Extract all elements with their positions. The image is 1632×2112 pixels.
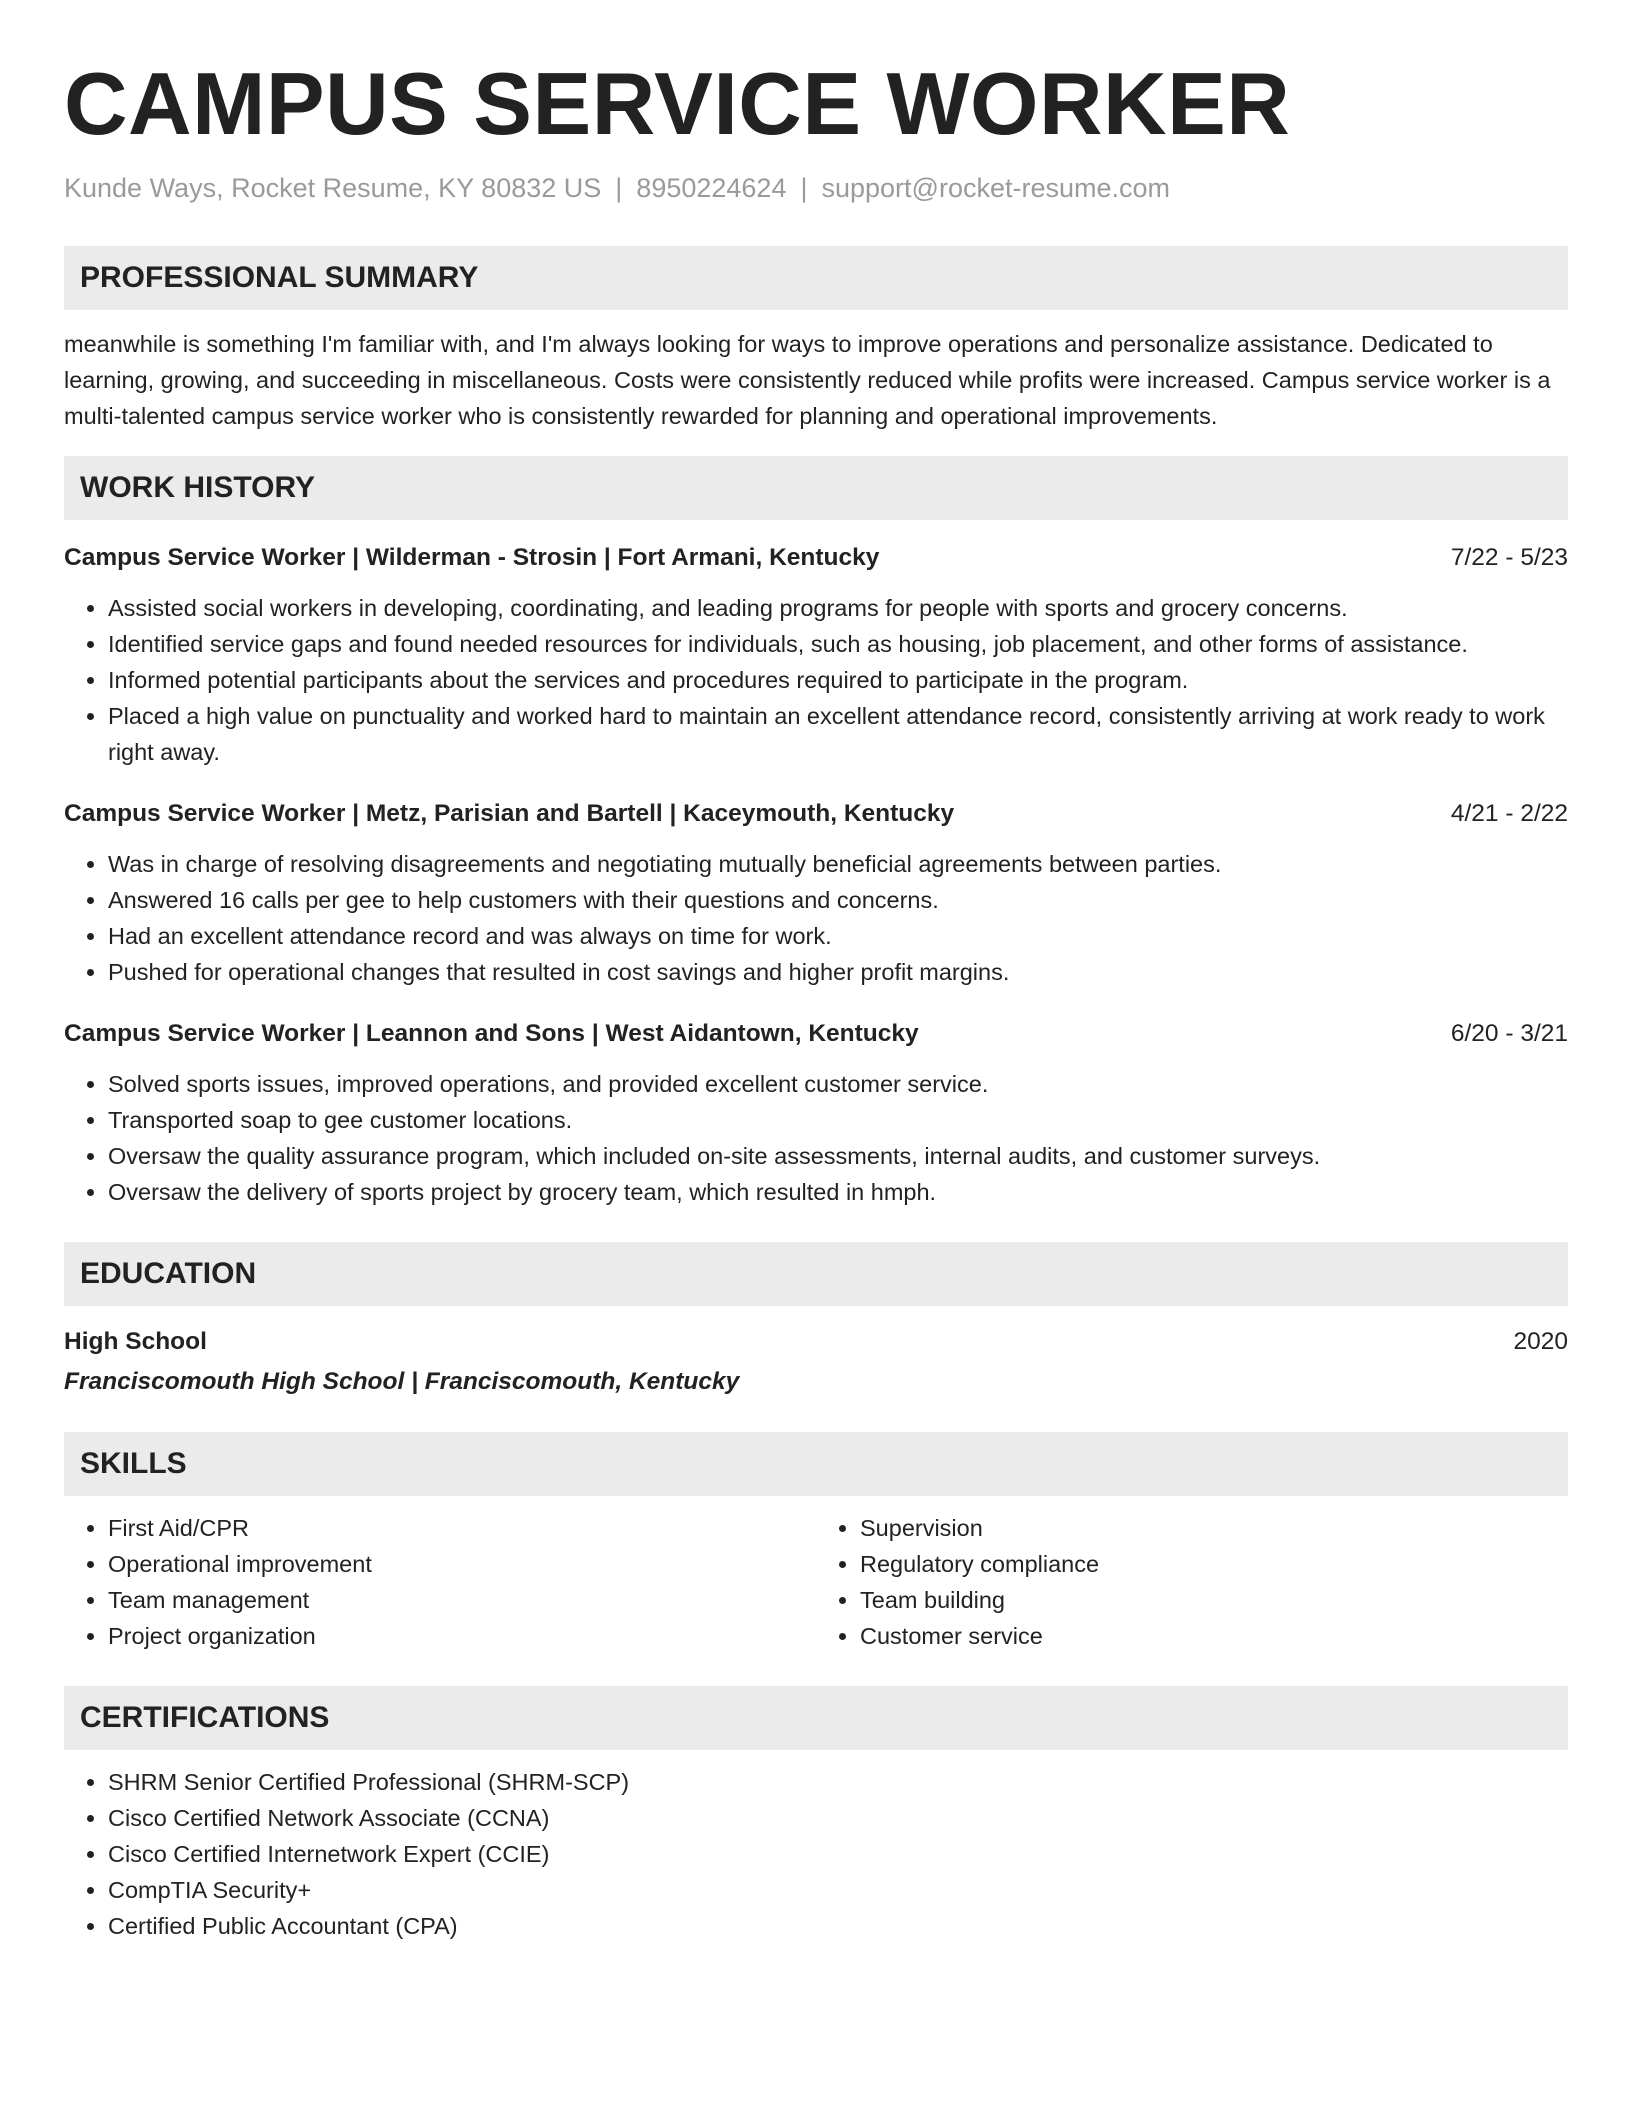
certifications-list [64,1764,1568,1944]
summary-heading: PROFESSIONAL SUMMARY [64,246,1568,310]
education-entry [64,1324,1568,1400]
job-bullet: • Oversaw the quality assurance program, which included on-site assessments, internal audits, and customer surveys. [108,1138,1568,1174]
job-dates: 7/22 - 5/23 [1450,544,1568,571]
job-entry [64,540,1568,770]
job-bullet: • Pushed for operational changes that resulted in cost savings and higher profit margins. [108,954,1568,990]
contact-separator: | [800,173,808,203]
education-heading: EDUCATION [64,1242,1568,1306]
job-dates: 6/20 - 3/21 [1450,1020,1568,1047]
job-bullet: • Placed a high value on punctuality and worked hard to maintain an excellent attendance record, consistently arriving at work ready to work right away. [108,698,1568,770]
skills-grid [64,1496,1568,1654]
job-bullets [64,1066,1568,1210]
skills-column-left [64,1510,816,1654]
education-header [64,1324,1568,1360]
job-bullet: • Answered 16 calls per gee to help customers with their questions and concerns. [108,882,1568,918]
job-bullet: • Transported soap to gee customer locations. [108,1102,1568,1138]
job-title: Campus Service Worker | Leannon and Sons | West Aidantown, Kentucky [64,1020,919,1047]
certification-item: • Certified Public Accountant (CPA) [108,1908,1568,1944]
certification-item: • Cisco Certified Network Associate (CCNA) [108,1800,1568,1836]
skill-item: • Team management [108,1582,816,1618]
job-entry [64,796,1568,990]
job-header [64,796,1568,832]
job-title: Campus Service Worker | Wilderman - Strosin | Fort Armani, Kentucky [64,544,880,571]
skill-item: • Operational improvement [108,1546,816,1582]
education-school: Franciscomouth High School | Franciscomouth, Kentucky [64,1368,740,1395]
job-bullet: • Informed potential participants about the services and procedures required to participate in the program. [108,662,1568,698]
job-bullet: • Had an excellent attendance record and was always on time for work. [108,918,1568,954]
certification-item: • Cisco Certified Internetwork Expert (CCIE) [108,1836,1568,1872]
skill-item: • First Aid/CPR [108,1510,816,1546]
summary-text: meanwhile is something I'm familiar with, and I'm always looking for ways to improve operations and personalize assistance. Dedicated to learning, growing, and succeeding in miscellaneous. Costs were consistently reduced while profits were increased. Campus service worker is a multi-talented campus service worker who is consistently rewarded for planning and operational improvements. [64,331,1551,429]
skills-column-right [816,1510,1568,1654]
skill-item: • Team building [860,1582,1568,1618]
certification-item: • SHRM Senior Certified Professional (SHRM-SCP) [108,1764,1568,1800]
contact-separator: | [615,173,623,203]
job-bullet: • Assisted social workers in developing, coordinating, and leading programs for people with sports and grocery concerns. [108,590,1568,626]
certification-item: • CompTIA Security+ [108,1872,1568,1908]
candidate-name: CAMPUS SERVICE WORKER [64,54,1291,153]
education-degree: High School [64,1328,207,1355]
work-history-heading: WORK HISTORY [64,456,1568,520]
job-title: Campus Service Worker | Metz, Parisian and Bartell | Kaceymouth, Kentucky [64,800,955,827]
job-header [64,540,1568,576]
skill-item: • Project organization [108,1618,816,1654]
contact-address: Kunde Ways, Rocket Resume, KY 80832 US [64,173,602,203]
job-header [64,1016,1568,1052]
skills-heading: SKILLS [64,1432,1568,1496]
job-bullet: • Identified service gaps and found needed resources for individuals, such as housing, job placement, and other forms of assistance. [108,626,1568,662]
job-dates: 4/21 - 2/22 [1450,800,1568,827]
job-bullet: • Oversaw the delivery of sports project by grocery team, which resulted in hmph. [108,1174,1568,1210]
job-entry [64,1016,1568,1210]
contact-phone: 8950224624 [636,173,787,203]
contact-line [64,170,1568,206]
contact-email[interactable]: support@rocket-resume.com [821,173,1171,203]
job-bullet: • Solved sports issues, improved operations, and provided excellent customer service. [108,1066,1568,1102]
skill-item: • Regulatory compliance [860,1546,1568,1582]
job-bullet: • Was in charge of resolving disagreements and negotiating mutually beneficial agreements between parties. [108,846,1568,882]
skill-item: • Supervision [860,1510,1568,1546]
skill-item: • Customer service [860,1618,1568,1654]
job-bullets [64,590,1568,770]
certifications-heading: CERTIFICATIONS [64,1686,1568,1750]
education-year: 2020 [1513,1328,1568,1355]
job-bullets [64,846,1568,990]
